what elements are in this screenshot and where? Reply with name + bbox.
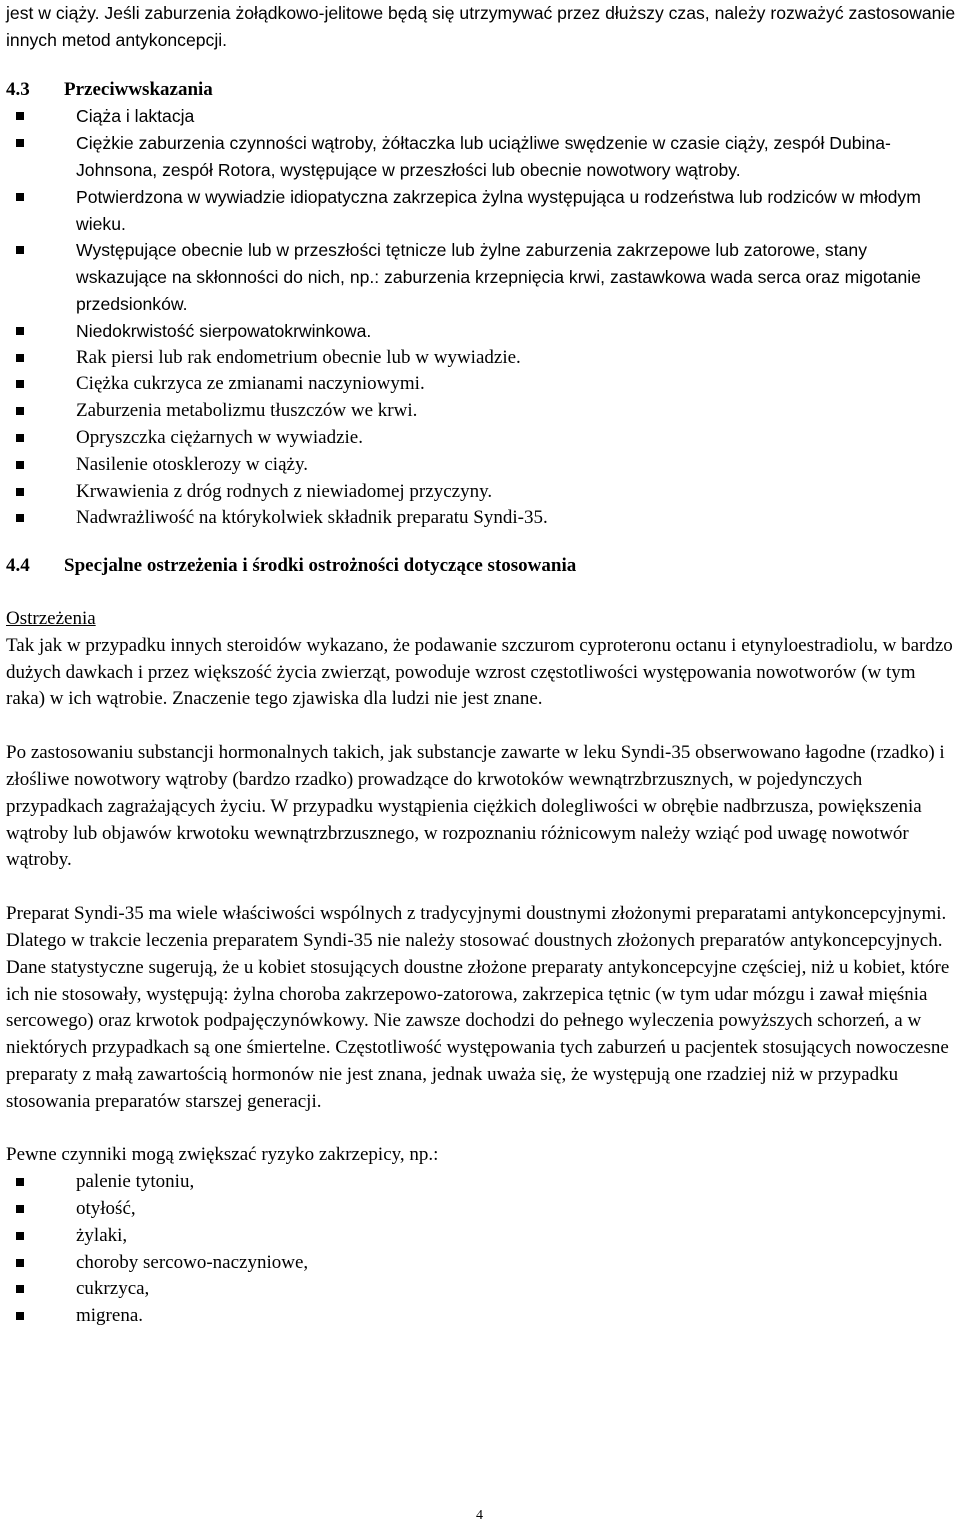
section-heading-4-4 [6,553,956,580]
section-heading-4-3 [6,77,956,104]
list-item: Zaburzenia metabolizmu tłuszczów we krwi. [6,398,956,425]
paragraph: Tak jak w przypadku innych steroidów wykazano, że podawanie szczurom cyproteronu octanu i etynyloestradiolu, w bardzo dużych dawkach i przez większość życia zwierząt, powoduje wzrost częstotliwości występowania nowotworów (w tym raka) w ich wątrobie. Znaczenie tego zjawiska dla ludzi nie jest znane. [6,634,953,710]
paragraph: Preparat Syndi-35 ma wiele właściwości wspólnych z tradycyjnymi doustnymi złożonymi preparatami antykoncepcyjnymi. Dlatego w trakcie leczenia preparatem Syndi-35 nie należy stosować doustnych złożonych preparatów antykoncepcyjnych. Dane statystyczne sugerują, że u kobiet stosujących doustne złożone preparaty antykoncepcyjne częściej, niż u kobiet, które ich nie stosowały, występują: żylna choroba zakrzepowo-zatorowa, zakrzepica tętnic (w tym udar mózgu i zawał mięśnia sercowego) oraz krwotok podpajęczynówkowy. Nie zawsze dochodzi do pełnego wyleczenia powyższych schorzeń, a w niektórych przypadkach są one śmiertelne. Częstotliwość występowania tych zaburzeń u pacjentek stosujących nowoczesne preparaty z małą zawartością hormonów nie jest znana, jednak uważa się, że występują one rzadziej niż w przypadku stosowania preparatów starszej generacji. [6,903,950,1112]
list-item: Potwierdzona w wywiadzie idiopatyczna zakrzepica żylna występująca u rodzeństwa lub rodziców w młodym wieku. [6,184,956,238]
list-item: Rak piersi lub rak endometrium obecnie lub w wywiadzie. [6,345,956,372]
list-item: Występujące obecnie lub w przeszłości tętnicze lub żylne zaburzenia zakrzepowe lub zatorowe, stany wskazujące na skłonności do nich, np.: zaburzenia krzepnięcia krwi, zastawkowa wada serca oraz migotanie przedsionków. [6,237,956,317]
list-item: migrena. [6,1303,956,1330]
list-item: otyłość, [6,1196,956,1223]
list-item: Nadwrażliwość na którykolwiek składnik preparatu Syndi-35. [6,505,956,532]
page-number: 4 [476,1508,483,1523]
list-item: Niedokrwistość sierpowatokrwinkowa. [6,318,956,345]
contraindications-list [6,103,956,532]
section-title: Przeciwwskazania [64,78,213,100]
list-item: Krwawienia z dróg rodnych z niewiadomej przyczyny. [6,479,956,506]
list-item: Ciężka cukrzyca ze zmianami naczyniowymi. [6,371,956,398]
list-item: Nasilenie otosklerozy w ciąży. [6,452,956,479]
section-number: 4.4 [6,555,30,577]
paragraph: Po zastosowaniu substancji hormonalnych takich, jak substancje zawarte w leku Syndi-35 obserwowano łagodne (rzadko) i złośliwe nowotwory wątroby (bardzo rzadko) prowadzące do krwotoków wewnątrzbrzusznych, w pojedynczych przypadkach zagrażających życiu. W przypadku wystąpienia ciężkich dolegliwości w obrębie nadbrzusza, powiększenia wątroby lub objawów krwotoku wewnątrzbrzusznego, w rozpoznaniu różnicowym należy wziąć pod uwagę nowotwór wątroby. [6,742,945,871]
list-item: Opryszczka ciężarnych w wywiadzie. [6,425,956,452]
list-item: żylaki, [6,1223,956,1250]
list-item: choroby sercowo-naczyniowe, [6,1250,956,1277]
paragraph: Pewne czynniki mogą zwiększać ryzyko zakrzepicy, np.: [6,1144,439,1166]
section-number: 4.3 [6,78,30,100]
list-item: Ciąża i laktacja [6,103,956,130]
risk-factors-list [6,1169,956,1330]
subheading-warnings: Ostrzeżenia [6,607,96,629]
list-item: cukrzyca, [6,1276,956,1303]
intro-paragraph: jest w ciąży. Jeśli zaburzenia żołądkowo-jelitowe będą się utrzymywać przez dłuższy czas, należy rozważyć zastosowanie innych metod antykoncepcji. [6,3,956,50]
list-item: Ciężkie zaburzenia czynności wątroby, żółtaczka lub uciążliwe swędzenie w czasie ciąży, zespół Dubina-Johnsona, zespół Rotora, występujące w przeszłości lub obecnie nowotwory wątroby. [6,130,956,184]
list-item: palenie tytoniu, [6,1169,956,1196]
document-page [6,0,956,1330]
section-title: Specjalne ostrzeżenia i środki ostrożności dotyczące stosowania [64,555,577,577]
